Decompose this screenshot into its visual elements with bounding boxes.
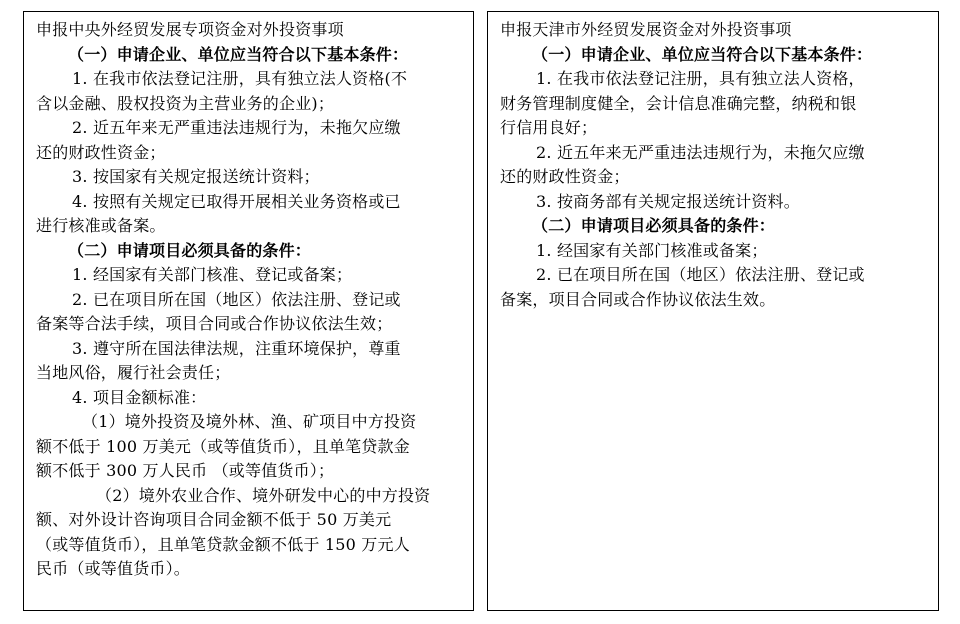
- section-heading: （一）申请企业、单位应当符合以下基本条件：: [68, 44, 409, 64]
- text-line: 额、对外设计咨询项目合同金额不低于 50 万美元: [36, 510, 392, 529]
- text-line: 当地风俗，履行社会责任；: [36, 363, 231, 382]
- text-line: 3. 按国家有关规定报送统计资料；: [72, 167, 320, 186]
- text-line: 含以金融、股权投资为主营业务的企业)；: [36, 93, 335, 113]
- text-line: 行信用良好；: [500, 118, 598, 137]
- left-panel: [23, 11, 474, 611]
- text-line: 2. 近五年来无严重违法违规行为，未拖欠应缴: [536, 142, 865, 162]
- text-line: 备案等合法手续，项目合同或合作协议依法生效；: [36, 314, 393, 333]
- left-panel-body: [36, 43, 463, 582]
- text-line: 2. 已在项目所在国（地区）依法注册、登记或: [72, 289, 401, 309]
- text-line: 民币（或等值货币）。: [36, 559, 191, 578]
- section-heading: （二）申请项目必须具备的条件：: [532, 216, 776, 235]
- text-line: 4. 按照有关规定已取得开展相关业务资格或已: [72, 191, 401, 211]
- text-line: 1. 经国家有关部门核准或备案；: [536, 240, 768, 260]
- text-line: 3. 按商务部有关规定报送统计资料。: [536, 191, 800, 211]
- text-line: 还的财政性资金；: [36, 142, 166, 162]
- text-line: （2）境外农业合作、境外研发中心的中方投资: [96, 485, 431, 505]
- text-line: 1. 经国家有关部门核准、登记或备案；: [72, 265, 353, 284]
- text-line: （或等值货币），且单笔贷款金额不低于 150 万元人: [36, 534, 410, 554]
- left-panel-title: 申报中央外经贸发展专项资金对外投资事项: [36, 20, 344, 39]
- text-line: 3. 遵守所在国法律法规，注重环境保护，尊重: [72, 338, 401, 358]
- text-line: 进行核准或备案。: [36, 216, 166, 235]
- right-panel-title: 申报天津市外经贸发展资金对外投资事项: [500, 20, 792, 39]
- text-line: 2. 近五年来无严重违法违规行为，未拖欠应缴: [72, 118, 401, 137]
- text-line: 还的财政性资金；: [500, 167, 630, 186]
- text-line: 2. 已在项目所在国（地区）依法注册、登记或: [536, 265, 865, 284]
- text-line: 1. 在我市依法登记注册，具有独立法人资格，: [536, 69, 865, 88]
- right-panel: [487, 11, 939, 611]
- text-line: 4. 项目金额标准：: [72, 387, 207, 407]
- section-heading: （二）申请项目必须具备的条件：: [68, 240, 312, 260]
- text-line: 1. 在我市依法登记注册，具有独立法人资格(不: [72, 69, 408, 88]
- text-line: 额不低于 100 万美元（或等值货币），且单笔贷款金: [36, 436, 410, 456]
- section-heading: （一）申请企业、单位应当符合以下基本条件：: [532, 44, 873, 64]
- text-line: （1）境外投资及境外林、渔、矿项目中方投资: [82, 412, 417, 431]
- text-line: 财务管理制度健全，会计信息准确完整，纳税和银: [500, 93, 857, 113]
- text-line: 额不低于 300 万人民币 （或等值货币）；: [36, 461, 335, 480]
- text-line: 备案，项目合同或合作协议依法生效。: [500, 289, 776, 309]
- right-panel-body: [500, 43, 928, 313]
